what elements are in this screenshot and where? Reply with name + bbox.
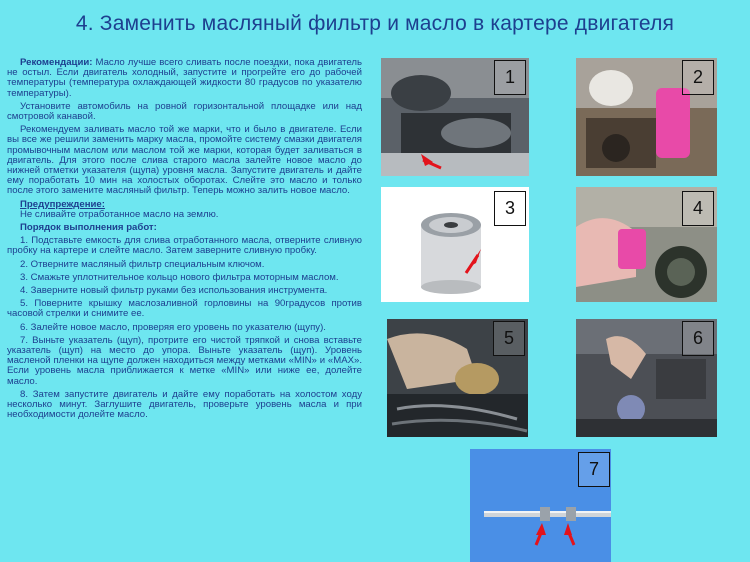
photo-number-6: 6: [682, 321, 714, 356]
step-8: 8. Затем запустите двигатель и дайте ему поработать на холостом ходу несколько минут. Заглушите двигатель, проверьте уровень масла и при необходимости долейте масло.: [7, 388, 362, 421]
photo-number-5: 5: [493, 321, 525, 356]
warning-body: Не сливайте отработанное масло на землю.: [20, 208, 219, 220]
step-5: 5. Поверните крышку маслозаливной горловины на 90градусов против часовой стрелки и снимите ее.: [7, 298, 362, 320]
order-label: Порядок выполнения работ:: [20, 222, 157, 234]
oil-filter-photo: [381, 187, 529, 302]
recommendation-label: Рекомендации:: [20, 57, 93, 68]
step-3: 3. Смажьте уплотнительное кольцо нового фильтра моторным маслом.: [20, 271, 339, 283]
oil-filter-wrench-photo: [576, 58, 717, 176]
step-2: 2. Отверните масляный фильтр специальным ключом.: [20, 258, 265, 270]
recommendation-paragraph: [7, 58, 362, 99]
warning-label: Предупреждение:: [20, 198, 105, 210]
step-6: 6. Залейте новое масло, проверяя его уровень по указателю (щупу).: [20, 321, 326, 333]
step-1: 1. Подставьте емкость для слива отработанного масла, отверните сливную пробку на картере и слейте масло. Затем заверните сливную пробку.: [7, 235, 362, 257]
dipstick-photo: [470, 449, 611, 562]
oil-filler-cap-photo: [387, 319, 528, 437]
paragraph-3: Рекомендуем заливать масло той же марки, что и было в двигателе. Если вы все же решили заменить марку масла, промойте систему смазки двигателя промывочным маслом или маслом той же марки, которая будет заливаться в двигатель. Для этого после слива старого масла залейте новое масло до нижней отметки указателя (щупа) уровня масла. Запустите двигатель и дайте ему поработать 10 мин на холостых оборотах. Слейте это масло и только после этого замените масляный фильтр. Теперь можно залить новое масло.: [7, 124, 362, 197]
recommendation-body: Масло лучше всего сливать после поездки, пока двигатель не остыл. Если двигатель холодный, запустите и прогрейте его до рабочей температуры (температура охлаждающей жидкости 80 градусов по указателю температуры).: [7, 57, 362, 99]
step-4: 4. Заверните новый фильтр руками без использования инструмента.: [20, 285, 328, 297]
photo-number-1: 1: [494, 60, 526, 95]
photo-number-4: 4: [682, 191, 714, 226]
photo-number-3: 3: [494, 191, 526, 226]
engine-drain-plug-photo: [381, 58, 529, 176]
instructions-text: [7, 58, 362, 424]
photo-number-2: 2: [682, 60, 714, 95]
photo-number-7: 7: [578, 452, 610, 487]
paragraph-2: Установите автомобиль на ровной горизонтальной площадке или над смотровой канавой.: [7, 100, 362, 123]
install-filter-photo: [576, 187, 717, 302]
step-7: 7. Выньте указатель (щуп), протрите его чистой тряпкой и снова вставьте указатель (щуп) на место до упора. Выньте указатель (щуп). Уровень масленой пленки на щупе должен находиться между метками «MIN» и «MAX». Если уровень масла приближается к метке «MIN» или ниже ее, долейте масло.: [7, 334, 362, 387]
pour-oil-photo: [576, 319, 717, 437]
page-title: 4. Заменить масляный фильтр и масло в картере двигателя: [75, 12, 675, 35]
